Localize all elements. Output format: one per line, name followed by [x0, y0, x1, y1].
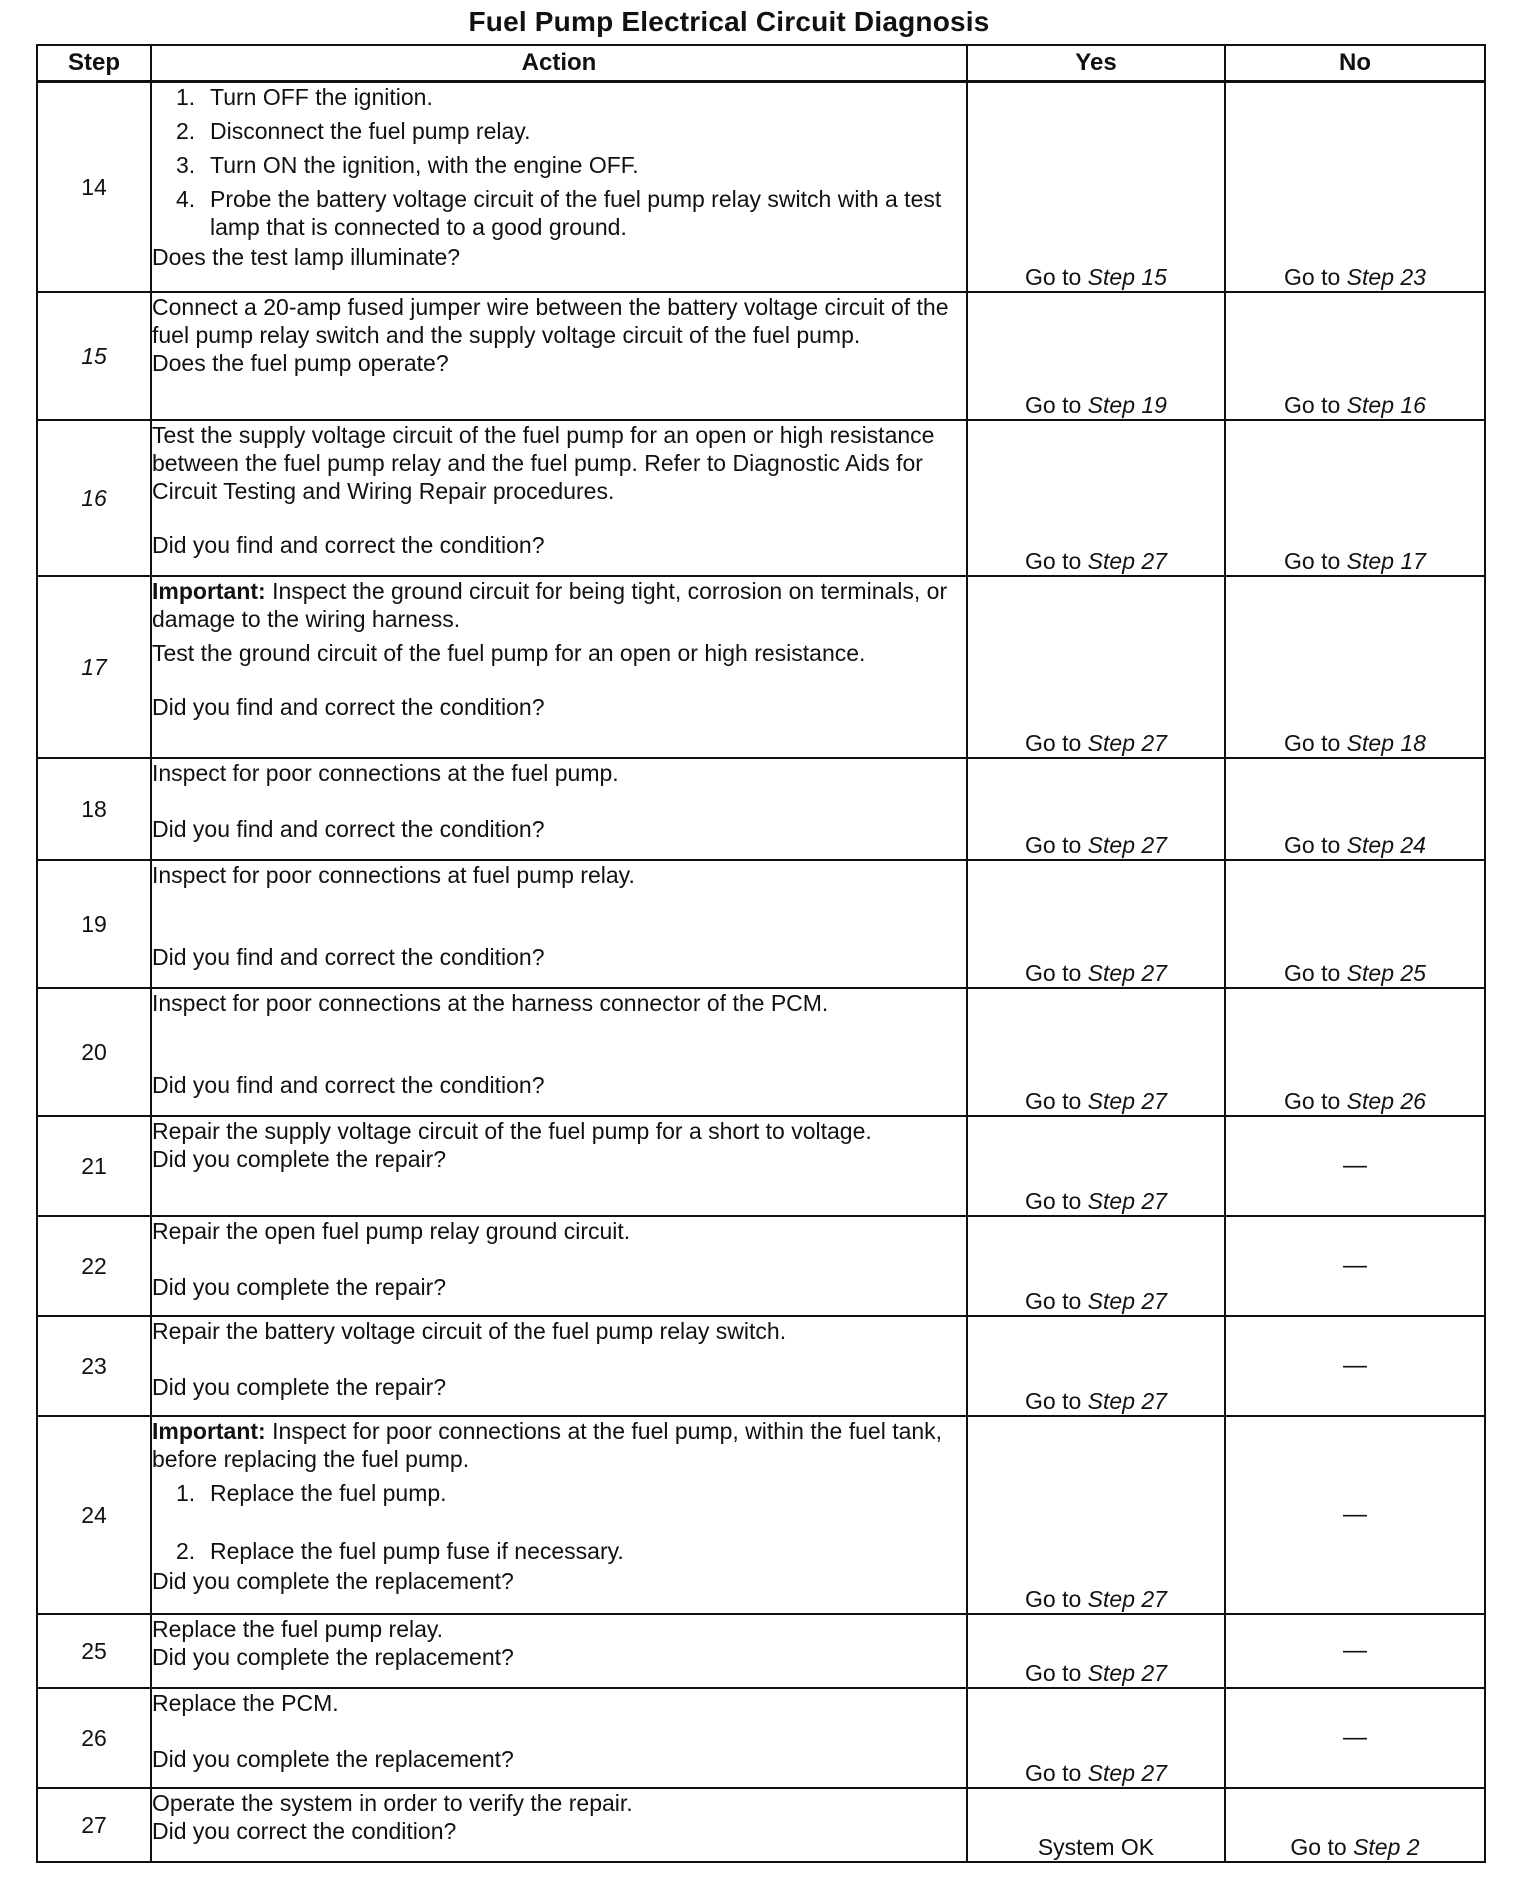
- step-link[interactable]: Step 27: [1087, 1585, 1167, 1612]
- step-link[interactable]: Step 27: [1087, 1387, 1167, 1414]
- list-item: 2. Replace the fuel pump fuse if necessary.: [176, 1537, 624, 1564]
- system-ok-text: System OK: [1037, 1833, 1155, 1860]
- action-text: Operate the system in order to verify the repair.: [152, 1789, 633, 1816]
- step-link[interactable]: Step 27: [1087, 1659, 1167, 1686]
- action-question: Did you complete the repair?: [152, 1373, 447, 1400]
- list-item-text: Probe the battery voltage circuit of the fuel pump relay switch with a test lamp that is connected to a good ground.: [210, 186, 942, 240]
- action-text: Connect a 20-amp fused jumper wire between the battery voltage circuit of the fuel pump relay switch and the supply voltage circuit of the fuel pump.: [152, 293, 949, 348]
- step-number: 25: [37, 1614, 151, 1688]
- dash: —: [1343, 1501, 1367, 1528]
- no-cell: Go to Step 23: [1225, 82, 1485, 292]
- list-item-text: Turn OFF the ignition.: [210, 84, 433, 110]
- important-note: Important: Inspect the ground circuit for being tight, corrosion on terminals, or damage to the wiring harness.: [152, 577, 948, 632]
- step-number: 20: [37, 988, 151, 1116]
- step-link[interactable]: Step 27: [1087, 547, 1167, 574]
- action-cell: [151, 860, 967, 988]
- action-question: Does the fuel pump operate?: [152, 349, 449, 376]
- action-question: Did you complete the repair?: [152, 1273, 447, 1300]
- yes-cell: Go to Step 15: [967, 82, 1225, 292]
- step-number: 23: [37, 1316, 151, 1416]
- list-item: 1. Turn OFF the ignition.: [176, 84, 433, 110]
- important-label: Important:: [152, 577, 266, 604]
- step-number: 15: [37, 292, 151, 420]
- list-item-text: Replace the fuel pump fuse if necessary.: [210, 1537, 624, 1564]
- list-item-text: Replace the fuel pump.: [210, 1479, 447, 1506]
- table-row: [37, 988, 1485, 1116]
- list-item: 2. Disconnect the fuel pump relay.: [176, 118, 531, 144]
- step-link[interactable]: Step 24: [1346, 831, 1426, 858]
- table-row: [37, 1416, 1485, 1614]
- step-link[interactable]: Step 25: [1346, 959, 1426, 986]
- yes-cell: Go to Step 27: [967, 576, 1225, 758]
- list-item-text: Disconnect the fuel pump relay.: [210, 118, 531, 144]
- dash: —: [1343, 1152, 1367, 1179]
- action-list: [152, 1479, 966, 1565]
- table-row: [37, 1216, 1485, 1316]
- action-text: Repair the supply voltage circuit of the fuel pump for a short to voltage.: [152, 1117, 872, 1144]
- table-row: [37, 1688, 1485, 1788]
- action-cell: [151, 1316, 967, 1416]
- step-link[interactable]: Step 19: [1087, 391, 1167, 418]
- dash: —: [1343, 1724, 1367, 1751]
- action-cell: [151, 1788, 967, 1862]
- step-link[interactable]: Step 2: [1353, 1833, 1420, 1860]
- no-cell: Go to Step 16: [1225, 292, 1485, 420]
- table-row: [37, 1116, 1485, 1216]
- list-item: 3. Turn ON the ignition, with the engine OFF.: [176, 152, 639, 178]
- action-question: Did you complete the repair?: [152, 1145, 447, 1172]
- list-item: 4. Probe the battery voltage circuit of the fuel pump relay switch with a test lamp that is connected to a good ground.: [176, 186, 942, 240]
- header-step: Step: [37, 45, 151, 82]
- dash: —: [1343, 1352, 1367, 1379]
- yes-cell: Go to Step 27: [967, 1688, 1225, 1788]
- step-number: 19: [37, 860, 151, 988]
- table-row: [37, 576, 1485, 758]
- yes-cell: Go to Step 27: [967, 1416, 1225, 1614]
- no-cell: [1225, 1688, 1485, 1788]
- table-row: [37, 1316, 1485, 1416]
- step-link[interactable]: Step 27: [1087, 959, 1167, 986]
- step-number: 17: [37, 576, 151, 758]
- yes-cell: Go to Step 27: [967, 1216, 1225, 1316]
- action-question: Did you complete the replacement?: [152, 1745, 514, 1772]
- step-link[interactable]: Step 27: [1087, 1287, 1167, 1314]
- step-number: 18: [37, 758, 151, 860]
- action-cell: [151, 988, 967, 1116]
- step-number: 22: [37, 1216, 151, 1316]
- no-cell: [1225, 1116, 1485, 1216]
- list-item: 1. Replace the fuel pump.: [176, 1479, 447, 1506]
- step-link[interactable]: Step 27: [1087, 831, 1167, 858]
- no-cell: [1225, 1416, 1485, 1614]
- action-cell: [151, 1116, 967, 1216]
- dash: —: [1343, 1252, 1367, 1279]
- action-cell: [151, 82, 967, 292]
- action-question: Did you correct the condition?: [152, 1817, 457, 1844]
- yes-cell: Go to Step 19: [967, 292, 1225, 420]
- yes-cell: Go to Step 27: [967, 988, 1225, 1116]
- action-question: Does the test lamp illuminate?: [152, 244, 461, 270]
- action-cell: [151, 1216, 967, 1316]
- table-row: [37, 292, 1485, 420]
- step-number: 16: [37, 420, 151, 576]
- action-question: Did you find and correct the condition?: [152, 531, 545, 558]
- step-link[interactable]: Step 27: [1087, 1087, 1167, 1114]
- step-number: 24: [37, 1416, 151, 1614]
- action-text: Repair the open fuel pump relay ground circuit.: [152, 1217, 631, 1244]
- yes-cell: Go to Step 27: [967, 860, 1225, 988]
- action-text: Repair the battery voltage circuit of the fuel pump relay switch.: [152, 1317, 787, 1344]
- action-question: Did you find and correct the condition?: [152, 815, 545, 842]
- action-text: Replace the fuel pump relay.: [152, 1615, 444, 1642]
- no-cell: Go to Step 2: [1225, 1788, 1485, 1862]
- dash: —: [1343, 1637, 1367, 1664]
- action-text: Inspect for poor connections at the fuel pump.: [152, 759, 619, 786]
- step-link[interactable]: Step 17: [1346, 547, 1426, 574]
- no-cell: [1225, 1316, 1485, 1416]
- action-question: Did you find and correct the condition?: [152, 693, 545, 720]
- action-question: Did you complete the replacement?: [152, 1567, 514, 1594]
- step-number: 27: [37, 1788, 151, 1862]
- step-link[interactable]: Step 23: [1346, 263, 1426, 290]
- action-text: Test the supply voltage circuit of the fuel pump for an open or high resistance between the fuel pump relay and the fuel pump. Refer to Diagnostic Aids for Circuit Testing and Wiring Repair procedures.: [152, 421, 935, 504]
- table-row: [37, 758, 1485, 860]
- no-cell: Go to Step 17: [1225, 420, 1485, 576]
- important-label: Important:: [152, 1417, 266, 1444]
- yes-cell: Go to Step 27: [967, 420, 1225, 576]
- action-cell: [151, 420, 967, 576]
- no-cell: Go to Step 24: [1225, 758, 1485, 860]
- step-link[interactable]: Step 27: [1087, 729, 1167, 756]
- action-text: Replace the PCM.: [152, 1689, 339, 1716]
- table-row: [37, 82, 1485, 292]
- page-title: Fuel Pump Electrical Circuit Diagnosis: [468, 6, 990, 37]
- action-cell: [151, 292, 967, 420]
- list-item-text: Turn ON the ignition, with the engine OFF.: [210, 152, 639, 178]
- action-cell: [151, 1614, 967, 1688]
- yes-cell: [967, 1788, 1225, 1862]
- table-row: [37, 860, 1485, 988]
- diagnosis-table: [36, 44, 1486, 1863]
- no-cell: Go to Step 18: [1225, 576, 1485, 758]
- action-cell: [151, 1416, 967, 1614]
- yes-cell: Go to Step 27: [967, 758, 1225, 860]
- action-text: Inspect for poor connections at fuel pump relay.: [152, 861, 635, 888]
- step-link[interactable]: Step 18: [1346, 729, 1426, 756]
- table-header-row: [37, 45, 1485, 82]
- action-text: Inspect for poor connections at the harness connector of the PCM.: [152, 989, 829, 1016]
- no-cell: Go to Step 26: [1225, 988, 1485, 1116]
- step-number: 14: [37, 82, 151, 292]
- action-list: [152, 83, 966, 241]
- action-question: Did you find and correct the condition?: [152, 1071, 545, 1098]
- step-link[interactable]: Step 27: [1087, 1187, 1167, 1214]
- no-cell: [1225, 1614, 1485, 1688]
- header-no: No: [1225, 45, 1485, 82]
- step-link[interactable]: Step 15: [1087, 263, 1167, 290]
- table-row: [37, 1614, 1485, 1688]
- action-question: Did you complete the replacement?: [152, 1643, 514, 1670]
- action-cell: [151, 758, 967, 860]
- table-row: [37, 1788, 1485, 1862]
- step-number: 21: [37, 1116, 151, 1216]
- action-cell: [151, 576, 967, 758]
- header-yes: Yes: [967, 45, 1225, 82]
- yes-cell: Go to Step 27: [967, 1316, 1225, 1416]
- step-link[interactable]: Step 16: [1346, 391, 1426, 418]
- no-cell: Go to Step 25: [1225, 860, 1485, 988]
- yes-cell: Go to Step 27: [967, 1116, 1225, 1216]
- step-link[interactable]: Step 27: [1087, 1759, 1167, 1786]
- step-number: 26: [37, 1688, 151, 1788]
- action-question: Did you find and correct the condition?: [152, 943, 545, 970]
- yes-cell: Go to Step 27: [967, 1614, 1225, 1688]
- step-link[interactable]: Step 26: [1346, 1087, 1426, 1114]
- table-row: [37, 420, 1485, 576]
- header-action: Action: [151, 45, 967, 82]
- important-note: Important: Inspect for poor connections at the fuel pump, within the fuel tank, before replacing the fuel pump.: [152, 1417, 943, 1472]
- action-text: Test the ground circuit of the fuel pump for an open or high resistance.: [152, 639, 866, 666]
- action-cell: [151, 1688, 967, 1788]
- no-cell: [1225, 1216, 1485, 1316]
